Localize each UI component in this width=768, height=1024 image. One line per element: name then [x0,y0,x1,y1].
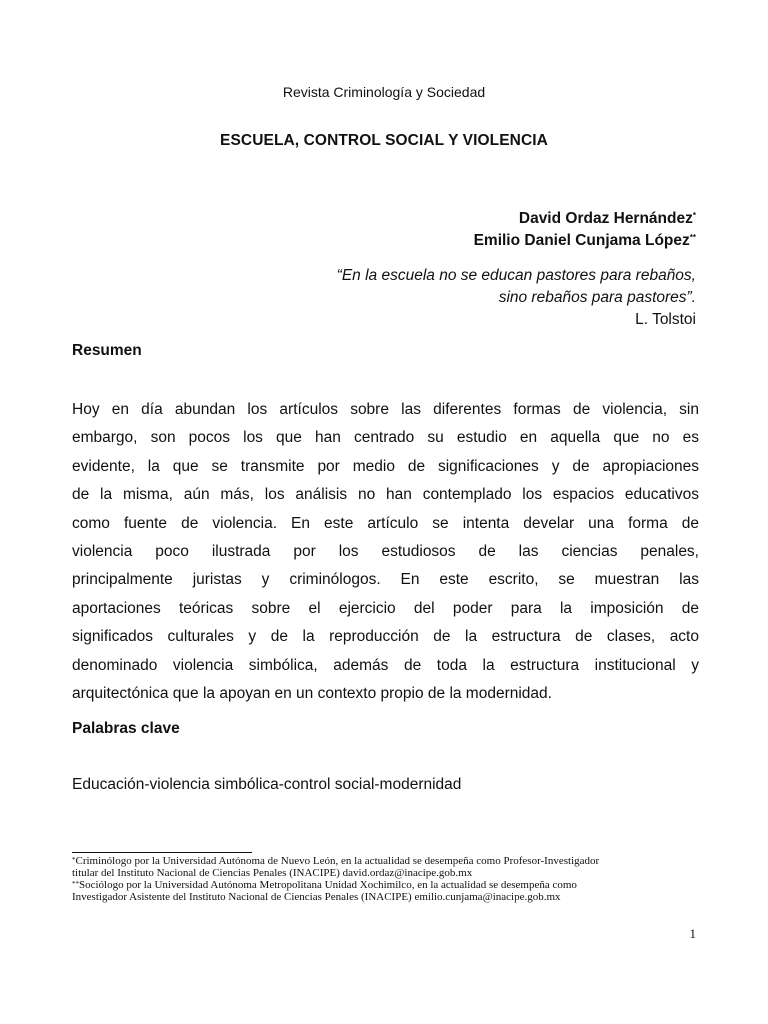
author-name: Emilio Daniel Cunjama López [473,232,690,249]
abstract-line: arquitectónica que la apoyan en un contexto propio de la modernidad. [72,684,552,702]
article-title: ESCUELA, CONTROL SOCIAL Y VIOLENCIA [220,132,548,149]
keywords-text: Educación-violencia simbólica-control social-modernidad [72,776,462,793]
epigraph-line: “En la escuela no se educan pastores para rebaños, [336,267,696,284]
author-list [474,208,696,252]
footnote-mark: * [72,856,76,864]
journal-name: Revista Criminología y Sociedad [282,84,486,100]
abstract-line: denominado violencia simbólica, además de toda la estructura institucional y [72,656,699,674]
author-1 [474,208,696,230]
abstract-body [72,396,699,708]
footnote-text: titular del Instituto Nacional de Ciencias Penales (INACIPE) david.ordaz@inacipe.gob.mx [72,867,473,879]
footnotes [72,855,704,903]
abstract-line: aportaciones teóricas sobre el ejercicio del poder para la imposición de [72,599,699,617]
abstract-line: principalmente juristas y criminólogos. En este escrito, se muestran las [72,571,699,589]
abstract-heading: Resumen [72,342,142,359]
footnote-1 [72,855,704,867]
abstract-line: violencia poco ilustrada por los estudiosos de las ciencias penales, [72,542,699,560]
epigraph-attribution: L. Tolstoi [635,311,696,328]
keywords-heading: Palabras clave [72,720,180,737]
footnote-divider [72,852,252,853]
abstract-line: Hoy en día abundan los artículos sobre las diferentes formas de violencia, sin [72,401,699,418]
abstract-line: significados culturales y de la reproducción de la estructura de clases, acto [72,628,699,646]
author-name: David Ordaz Hernández [518,210,693,227]
epigraph [337,265,696,331]
epigraph-line: sino rebaños para pastores”. [498,289,696,306]
page-number: 1 [689,926,696,941]
footnote-mark: ** [72,880,79,888]
footnote-mark: ** [689,233,696,242]
abstract-line: embargo, son pocos los que han centrado su estudio en aquella que no es [72,429,699,447]
footnote-text: Investigador Asistente del Instituto Nacional de Ciencias Penales (INACIPE) emilio.cunjama@inacipe.gob.mx [72,891,561,903]
abstract-line: de la misma, aún más, los análisis no han contemplado los espacios educativos [72,486,699,504]
abstract-line: evidente, la que se transmite por medio de significaciones y de apropiaciones [72,457,699,475]
footnote-2 [72,879,704,891]
author-2 [474,230,696,252]
footnote-text: Criminólogo por la Universidad Autónoma de Nuevo León, en la actualidad se desempeña como Profesor-Investigador [75,855,600,867]
footnote-text: Sociólogo por la Universidad Autónoma Metropolitana Unidad Xochimilco, en la actualidad se desempeña como [79,879,577,891]
footnote-mark: * [692,211,696,220]
abstract-line: como fuente de violencia. En este artículo se intenta develar una forma de [72,514,699,532]
